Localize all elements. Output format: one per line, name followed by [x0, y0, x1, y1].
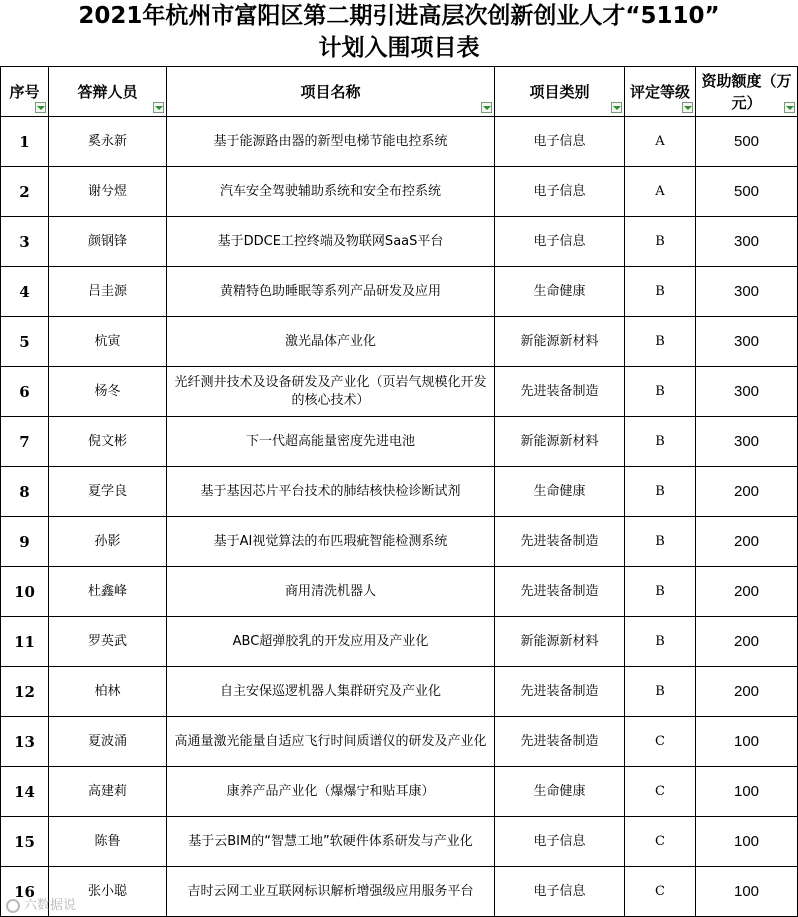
cell-amount: 100 — [696, 817, 798, 867]
cell-category: 新能源新材料 — [495, 617, 625, 667]
cell-no: 4 — [1, 267, 49, 317]
cell-category: 先进装备制造 — [495, 667, 625, 717]
cell-amount: 300 — [696, 417, 798, 467]
cell-project: 基于云BIM的“智慧工地”软硬件体系研发与产业化 — [167, 817, 495, 867]
cell-project: 基于能源路由器的新型电梯节能电控系统 — [167, 117, 495, 167]
cell-no: 9 — [1, 517, 49, 567]
cell-grade: B — [625, 217, 696, 267]
table-row — [1, 417, 798, 467]
cell-person: 夏波涌 — [49, 717, 167, 767]
cell-no: 14 — [1, 767, 49, 817]
header-grade: 评定等级 — [625, 67, 696, 117]
table-row — [1, 567, 798, 617]
header-row — [1, 67, 798, 117]
table-row — [1, 817, 798, 867]
cell-project: 自主安保巡逻机器人集群研究及产业化 — [167, 667, 495, 717]
cell-project: ABC超弹胶乳的开发应用及产业化 — [167, 617, 495, 667]
cell-person: 倪文彬 — [49, 417, 167, 467]
dropdown-filter-icon[interactable] — [784, 102, 795, 113]
cell-person: 谢兮煜 — [49, 167, 167, 217]
cell-amount: 500 — [696, 167, 798, 217]
cell-person: 奚永新 — [49, 117, 167, 167]
cell-project: 商用清洗机器人 — [167, 567, 495, 617]
cell-grade: C — [625, 767, 696, 817]
table-row — [1, 617, 798, 667]
cell-no: 15 — [1, 817, 49, 867]
header-project: 项目名称 — [167, 67, 495, 117]
cell-no: 8 — [1, 467, 49, 517]
cell-category: 先进装备制造 — [495, 517, 625, 567]
watermark-logo-icon — [6, 899, 20, 913]
cell-person: 杭寅 — [49, 317, 167, 367]
cell-person: 张小聪 — [49, 867, 167, 917]
cell-no: 2 — [1, 167, 49, 217]
cell-no: 3 — [1, 217, 49, 267]
dropdown-filter-icon[interactable] — [481, 102, 492, 113]
cell-category: 电子信息 — [495, 117, 625, 167]
cell-amount: 300 — [696, 267, 798, 317]
cell-grade: B — [625, 617, 696, 667]
cell-no: 7 — [1, 417, 49, 467]
dropdown-filter-icon[interactable] — [153, 102, 164, 113]
dropdown-filter-icon[interactable] — [611, 102, 622, 113]
header-category: 项目类别 — [495, 67, 625, 117]
cell-amount: 100 — [696, 717, 798, 767]
table-row — [1, 217, 798, 267]
cell-amount: 200 — [696, 667, 798, 717]
cell-category: 电子信息 — [495, 867, 625, 917]
cell-no: 5 — [1, 317, 49, 367]
cell-amount: 200 — [696, 467, 798, 517]
header-no: 序号 — [1, 67, 49, 117]
cell-person: 高建莉 — [49, 767, 167, 817]
table-row — [1, 517, 798, 567]
cell-amount: 500 — [696, 117, 798, 167]
cell-category: 生命健康 — [495, 767, 625, 817]
cell-person: 孙影 — [49, 517, 167, 567]
cell-no: 10 — [1, 567, 49, 617]
cell-project: 光纤测井技术及设备研发及产业化（页岩气规模化开发的核心技术） — [167, 367, 495, 417]
cell-category: 先进装备制造 — [495, 717, 625, 767]
cell-grade: B — [625, 267, 696, 317]
cell-project: 下一代超高能量密度先进电池 — [167, 417, 495, 467]
cell-category: 新能源新材料 — [495, 417, 625, 467]
cell-person: 罗英武 — [49, 617, 167, 667]
cell-grade: B — [625, 367, 696, 417]
cell-grade: B — [625, 567, 696, 617]
cell-person: 杜鑫峰 — [49, 567, 167, 617]
cell-no: 16 — [1, 867, 49, 917]
cell-no: 1 — [1, 117, 49, 167]
cell-grade: C — [625, 817, 696, 867]
cell-category: 新能源新材料 — [495, 317, 625, 367]
title-line-2: 计划入围项目表 — [318, 35, 480, 61]
table-row — [1, 667, 798, 717]
cell-project: 基于DDCE工控终端及物联网SaaS平台 — [167, 217, 495, 267]
cell-category: 生命健康 — [495, 267, 625, 317]
watermark: 六数据说 — [6, 894, 76, 913]
cell-category: 电子信息 — [495, 817, 625, 867]
cell-amount: 300 — [696, 217, 798, 267]
page-title — [0, 0, 798, 66]
cell-grade: B — [625, 467, 696, 517]
cell-category: 生命健康 — [495, 467, 625, 517]
cell-grade: A — [625, 167, 696, 217]
cell-no: 13 — [1, 717, 49, 767]
cell-amount: 300 — [696, 317, 798, 367]
cell-project: 基于AI视觉算法的布匹瑕疵智能检测系统 — [167, 517, 495, 567]
cell-project: 吉时云网工业互联网标识解析增强级应用服务平台 — [167, 867, 495, 917]
cell-person: 夏学良 — [49, 467, 167, 517]
title-line-1: 2021年杭州市富阳区第二期引进高层次创新创业人才“5110” — [78, 3, 720, 29]
cell-project: 黄精特色助睡眠等系列产品研发及应用 — [167, 267, 495, 317]
cell-person: 陈鲁 — [49, 817, 167, 867]
cell-no: 11 — [1, 617, 49, 667]
dropdown-filter-icon[interactable] — [35, 102, 46, 113]
cell-grade: A — [625, 117, 696, 167]
cell-category: 先进装备制造 — [495, 367, 625, 417]
cell-amount: 200 — [696, 567, 798, 617]
cell-person: 吕圭源 — [49, 267, 167, 317]
table-row — [1, 367, 798, 417]
dropdown-filter-icon[interactable] — [682, 102, 693, 113]
cell-grade: B — [625, 667, 696, 717]
talent-project-table — [0, 66, 798, 917]
cell-project: 汽车安全驾驶辅助系统和安全布控系统 — [167, 167, 495, 217]
table-row — [1, 167, 798, 217]
cell-person: 柏林 — [49, 667, 167, 717]
table-row — [1, 767, 798, 817]
header-person: 答辩人员 — [49, 67, 167, 117]
table-row — [1, 117, 798, 167]
cell-person: 颜钢锋 — [49, 217, 167, 267]
cell-category: 电子信息 — [495, 217, 625, 267]
cell-no: 6 — [1, 367, 49, 417]
cell-grade: B — [625, 517, 696, 567]
header-amount: 资助额度（万元） — [696, 67, 798, 117]
cell-no: 12 — [1, 667, 49, 717]
table-row — [1, 317, 798, 367]
cell-project: 高通量激光能量自适应飞行时间质谱仪的研发及产业化 — [167, 717, 495, 767]
cell-amount: 300 — [696, 367, 798, 417]
cell-grade: C — [625, 717, 696, 767]
table-row — [1, 717, 798, 767]
table-row — [1, 867, 798, 917]
cell-person: 杨冬 — [49, 367, 167, 417]
cell-category: 先进装备制造 — [495, 567, 625, 617]
cell-grade: B — [625, 417, 696, 467]
table-row — [1, 267, 798, 317]
cell-grade: B — [625, 317, 696, 367]
table-row — [1, 467, 798, 517]
cell-grade: C — [625, 867, 696, 917]
cell-project: 康养产品产业化（爆爆宁和贴耳康） — [167, 767, 495, 817]
cell-amount: 200 — [696, 517, 798, 567]
cell-amount: 200 — [696, 617, 798, 667]
cell-amount: 100 — [696, 867, 798, 917]
cell-category: 电子信息 — [495, 167, 625, 217]
cell-project: 基于基因芯片平台技术的肺结核快检诊断试剂 — [167, 467, 495, 517]
cell-project: 激光晶体产业化 — [167, 317, 495, 367]
cell-amount: 100 — [696, 767, 798, 817]
